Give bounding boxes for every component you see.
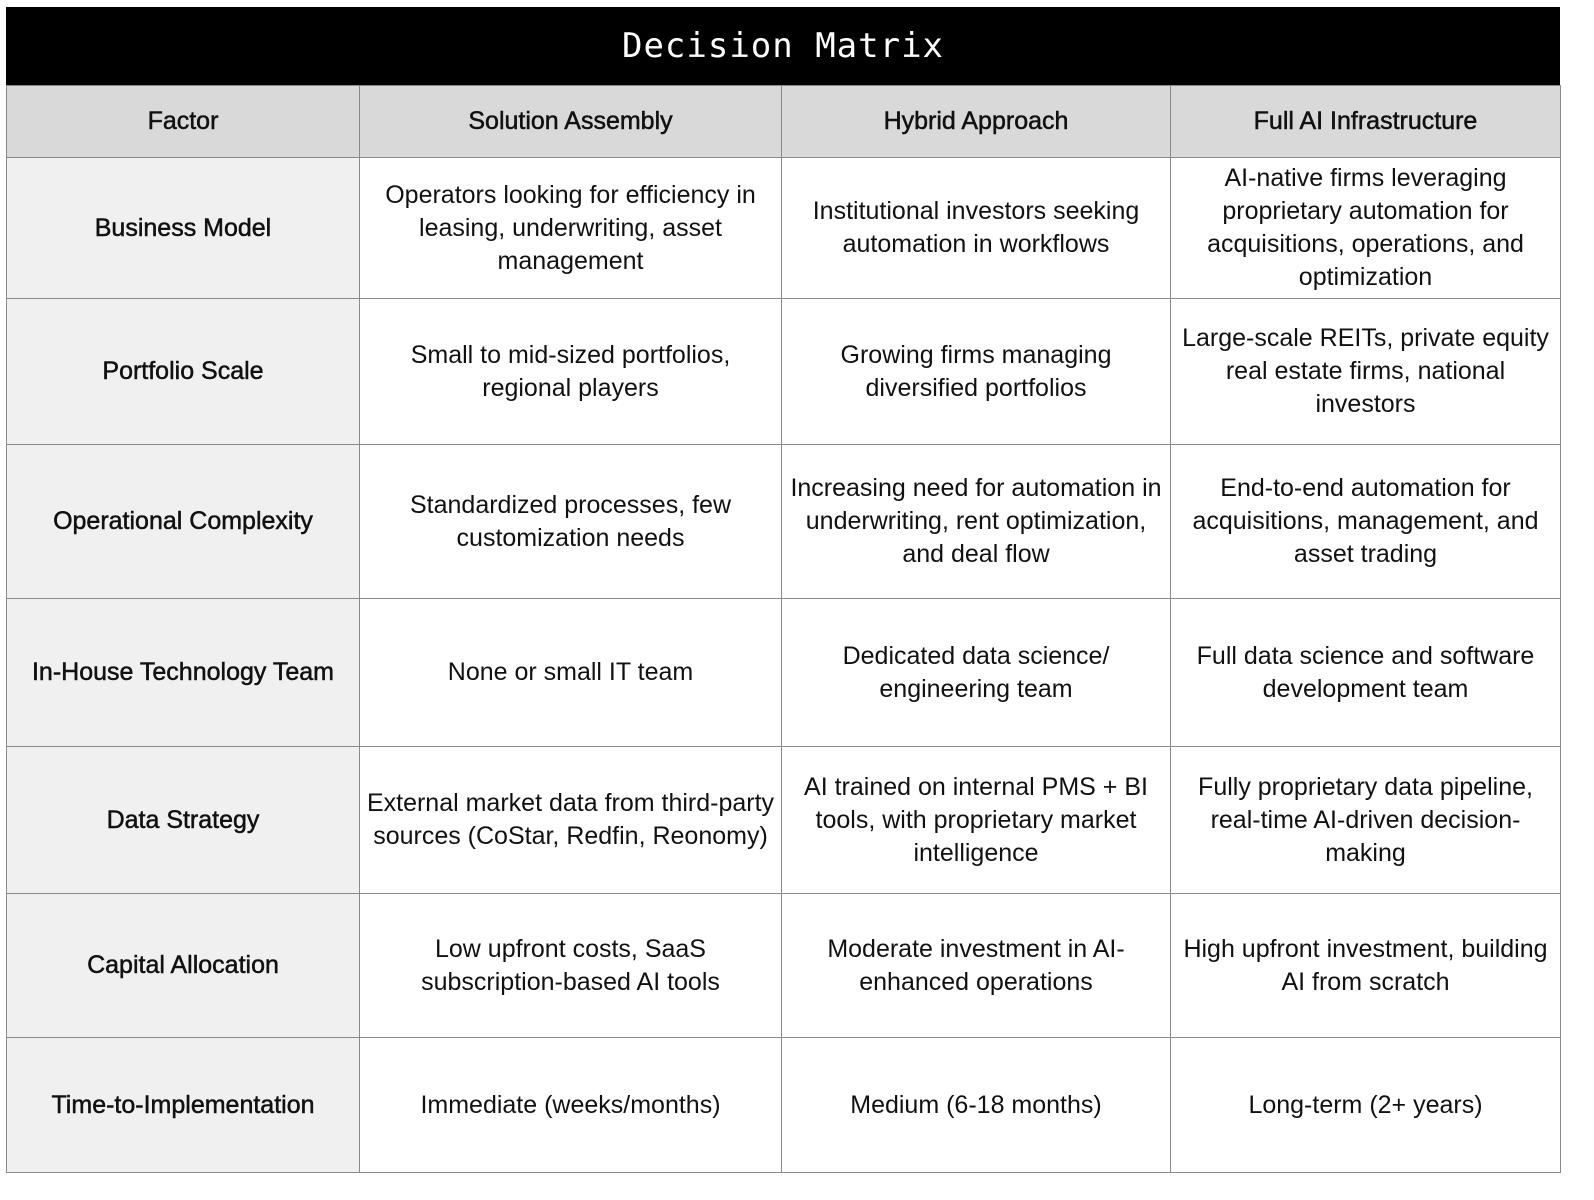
solution-assembly-cell: None or small IT team (360, 599, 782, 747)
table-row (7, 894, 1561, 1038)
factor-cell: Portfolio Scale (7, 299, 360, 445)
decision-matrix (6, 7, 1560, 1173)
header-row (7, 86, 1561, 158)
factor-cell: Business Model (7, 158, 360, 299)
table-row (7, 299, 1561, 445)
full-ai-infrastructure-cell: Large-scale REITs, private equity real estate firms, national investors (1171, 299, 1561, 445)
hybrid-approach-cell: Growing firms managing diversified portfolios (782, 299, 1171, 445)
factor-cell: Time-to-Implementation (7, 1038, 360, 1173)
hybrid-approach-cell: Increasing need for automation in underwriting, rent optimization, and deal flow (782, 445, 1171, 599)
table-row (7, 599, 1561, 747)
full-ai-infrastructure-cell: Full data science and software development team (1171, 599, 1561, 747)
full-ai-infrastructure-cell: End-to-end automation for acquisitions, management, and asset trading (1171, 445, 1561, 599)
hybrid-approach-cell: Medium (6-18 months) (782, 1038, 1171, 1173)
factor-cell: Data Strategy (7, 747, 360, 894)
table-row (7, 445, 1561, 599)
factor-cell: In-House Technology Team (7, 599, 360, 747)
solution-assembly-cell: Low upfront costs, SaaS subscription-based AI tools (360, 894, 782, 1038)
table-row (7, 158, 1561, 299)
matrix-title: Decision Matrix (6, 7, 1560, 85)
solution-assembly-cell: Immediate (weeks/months) (360, 1038, 782, 1173)
solution-assembly-cell: External market data from third-party sources (CoStar, Redfin, Reonomy) (360, 747, 782, 894)
factor-cell: Capital Allocation (7, 894, 360, 1038)
solution-assembly-cell: Small to mid-sized portfolios, regional players (360, 299, 782, 445)
hybrid-approach-cell: Moderate investment in AI-enhanced operations (782, 894, 1171, 1038)
solution-assembly-cell: Standardized processes, few customization needs (360, 445, 782, 599)
table-row (7, 747, 1561, 894)
factor-cell: Operational Complexity (7, 445, 360, 599)
table-row (7, 1038, 1561, 1173)
hybrid-approach-cell: AI trained on internal PMS + BI tools, with proprietary market intelligence (782, 747, 1171, 894)
decision-table (6, 85, 1561, 1173)
full-ai-infrastructure-cell: AI-native firms leveraging proprietary automation for acquisitions, operations, and optimization (1171, 158, 1561, 299)
full-ai-infrastructure-cell: Long-term (2+ years) (1171, 1038, 1561, 1173)
solution-assembly-cell: Operators looking for efficiency in leasing, underwriting, asset management (360, 158, 782, 299)
header-hybrid-approach: Hybrid Approach (782, 86, 1171, 158)
hybrid-approach-cell: Institutional investors seeking automation in workflows (782, 158, 1171, 299)
header-factor: Factor (7, 86, 360, 158)
full-ai-infrastructure-cell: Fully proprietary data pipeline, real-time AI-driven decision-making (1171, 747, 1561, 894)
hybrid-approach-cell: Dedicated data science/ engineering team (782, 599, 1171, 747)
header-solution-assembly: Solution Assembly (360, 86, 782, 158)
header-full-ai-infrastructure: Full AI Infrastructure (1171, 86, 1561, 158)
full-ai-infrastructure-cell: High upfront investment, building AI from scratch (1171, 894, 1561, 1038)
